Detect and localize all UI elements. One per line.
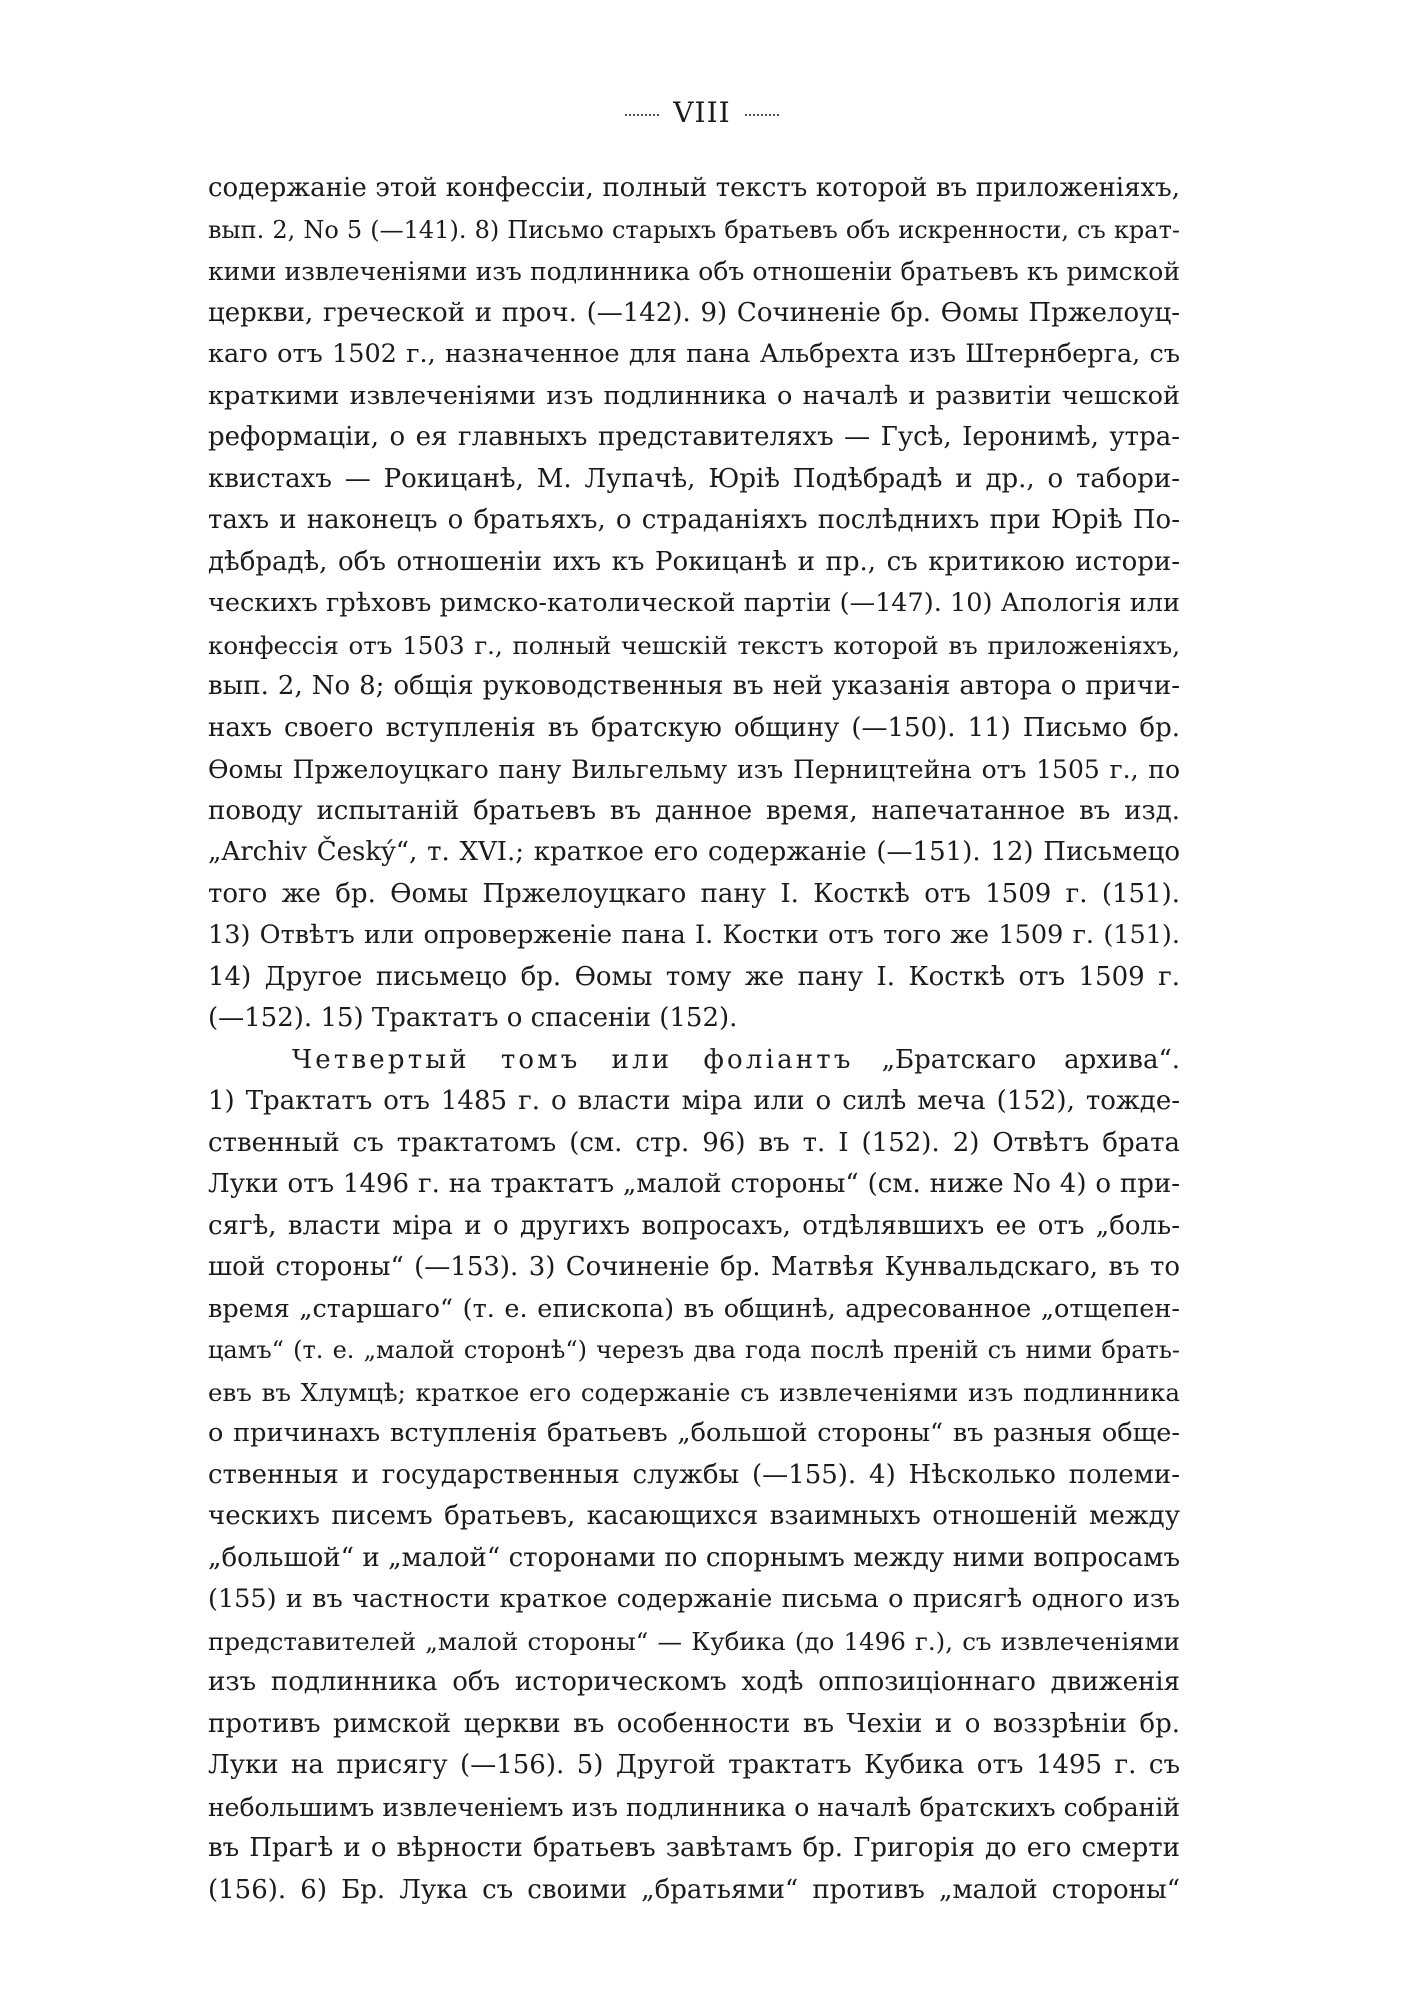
text-line: того же бр. Ѳомы Пржелоуцкаго пану І. Косткѣ отъ 1509 г. (151). [208,878,1180,909]
text-line: (155) и въ частности краткое содержаніе письма о присягѣ одного изъ [208,1584,1180,1614]
section-heading-spaced: Четвертый томъ или фоліантъ [292,1044,854,1075]
text-line: ственныя и государственныя службы (—155). 4) Нѣсколько полеми- [208,1459,1180,1490]
text-line: содержаніе этой конфессіи, полный текстъ которой въ приложеніяхъ, [208,173,1180,203]
text-line: Луки на присягу (—156). 5) Другой трактатъ Кубика отъ 1495 г. съ [208,1750,1180,1780]
text-line: конфессія отъ 1503 г., полный чешскій текстъ которой въ приложеніяхъ, [208,630,1180,660]
page-header [0,96,1404,129]
text-line: 13) Отвѣтъ или опроверженіе пана І. Костки отъ того же 1509 г. (151). [208,920,1180,950]
section-heading-line [208,1040,1180,1082]
paragraph-2 [208,1040,1180,1912]
text-line: 1) Трактатъ отъ 1485 г. о власти міра или о силѣ меча (152), тожде- [208,1086,1180,1116]
page-number: VIII [673,96,731,129]
text-line: поводу испытаній братьевъ въ данное время, напечатанное въ изд. [208,795,1180,826]
text-line: (156). 6) Бр. Лука съ своими „братьями“ противъ „малой стороны“ [208,1874,1180,1905]
text-line: (—152). 15) Трактатъ о спасеніи (152). [208,1003,738,1033]
text-line: о причинахъ вступленія братьевъ „большой стороны“ въ разныя обще- [208,1418,1180,1448]
text-line: тахъ и наконецъ о братьяхъ, о страданіяхъ послѣднихъ при Юріѣ По- [208,505,1180,535]
text-line: краткими извлеченіями изъ подлинника о началѣ и развитіи чешской [208,380,1180,411]
header-rule-right [745,114,779,116]
text-line: Луки отъ 1496 г. на трактатъ „малой стороны“ (см. ниже No 4) о при- [208,1169,1180,1199]
text-line: вып. 2, No 5 (—141). 8) Письмо старыхъ братьевъ объ искренности, съ крат- [208,215,1180,244]
text-line: цамъ“ (т. е. „малой сторонѣ“) черезъ два года послѣ преній съ ними брать- [208,1336,1180,1364]
text-line: кими извлеченіями изъ подлинника объ отношеніи братьевъ къ римской [208,257,1180,286]
text-line: шой стороны“ (—153). 3) Сочиненіе бр. Матвѣя Кунвальдскаго, въ то [208,1252,1180,1282]
paragraph-1 [208,168,1180,1040]
text-line: „Archiv Český“, т. XVI.; краткое его содержаніе (—151). 12) Письмецо [208,837,1180,867]
text-line: ческихъ грѣховъ римско-католической партіи (—147). 10) Апологія или [208,588,1180,618]
text-line: реформаціи, о ея главныхъ представителяхъ — Гусѣ, Іеронимѣ, утра- [208,422,1180,452]
text-line: каго отъ 1502 г., назначенное для пана Альбрехта изъ Штернберга, съ [208,339,1180,369]
text-line: Ѳомы Пржелоуцкаго пану Вильгельму изъ Перництейна отъ 1505 г., по [208,755,1180,784]
text-line: въ Прагѣ и о вѣрности братьевъ завѣтамъ бр. Григорія до его смерти [208,1833,1180,1863]
text-line: ческихъ писемъ братьевъ, касающихся взаимныхъ отношеній между [208,1501,1180,1531]
text-line: ственный съ трактатомъ (см. стр. 96) въ т. I (152). 2) Отвѣтъ брата [208,1127,1180,1158]
text-line: время „старшаго“ (т. е. епископа) въ общинѣ, адресованное „отщепен- [208,1293,1180,1324]
page-body [208,168,1180,1911]
text-line: евъ въ Хлумцѣ; краткое его содержаніе съ извлеченіями изъ подлинника [208,1377,1180,1407]
text-line: дѣбрадѣ, объ отношеніи ихъ къ Рокицанѣ и пр., съ критикою истори- [208,546,1180,577]
text-line: сягѣ, власти міра и о другихъ вопросахъ, отдѣлявшихъ ее отъ „боль- [208,1210,1180,1241]
text-line: квистахъ — Рокицанѣ, М. Лупачѣ, Юріѣ Подѣбрадѣ и др., о табори- [208,463,1180,494]
text-line: нахъ своего вступленія въ братскую общину (—150). 11) Письмо бр. [208,712,1180,743]
text-line: изъ подлинника объ историческомъ ходѣ оппозиціоннаго движенія [208,1667,1180,1697]
text-line: 14) Другое письмецо бр. Ѳомы тому же пану І. Косткѣ отъ 1509 г. [208,961,1180,992]
text-line: „большой“ и „малой“ сторонами по спорнымъ между ними вопросамъ [208,1542,1180,1573]
text-line: церкви, греческой и проч. (—142). 9) Сочиненіе бр. Ѳомы Пржелоуц- [208,297,1180,328]
text-line: небольшимъ извлеченіемъ изъ подлинника о началѣ братскихъ собраній [208,1792,1180,1822]
header-rule-left [625,114,659,116]
text-line: противъ римской церкви въ особенности въ Чехіи и о воззрѣніи бр. [208,1708,1180,1739]
text-line: вып. 2, No 8; общія руководственныя въ ней указанія автора о причи- [208,671,1180,701]
section-heading-title: „Братскаго архива“. [881,1044,1180,1075]
text-line: представителей „малой стороны“ — Кубика (до 1496 г.), съ извлеченіями [208,1626,1180,1656]
